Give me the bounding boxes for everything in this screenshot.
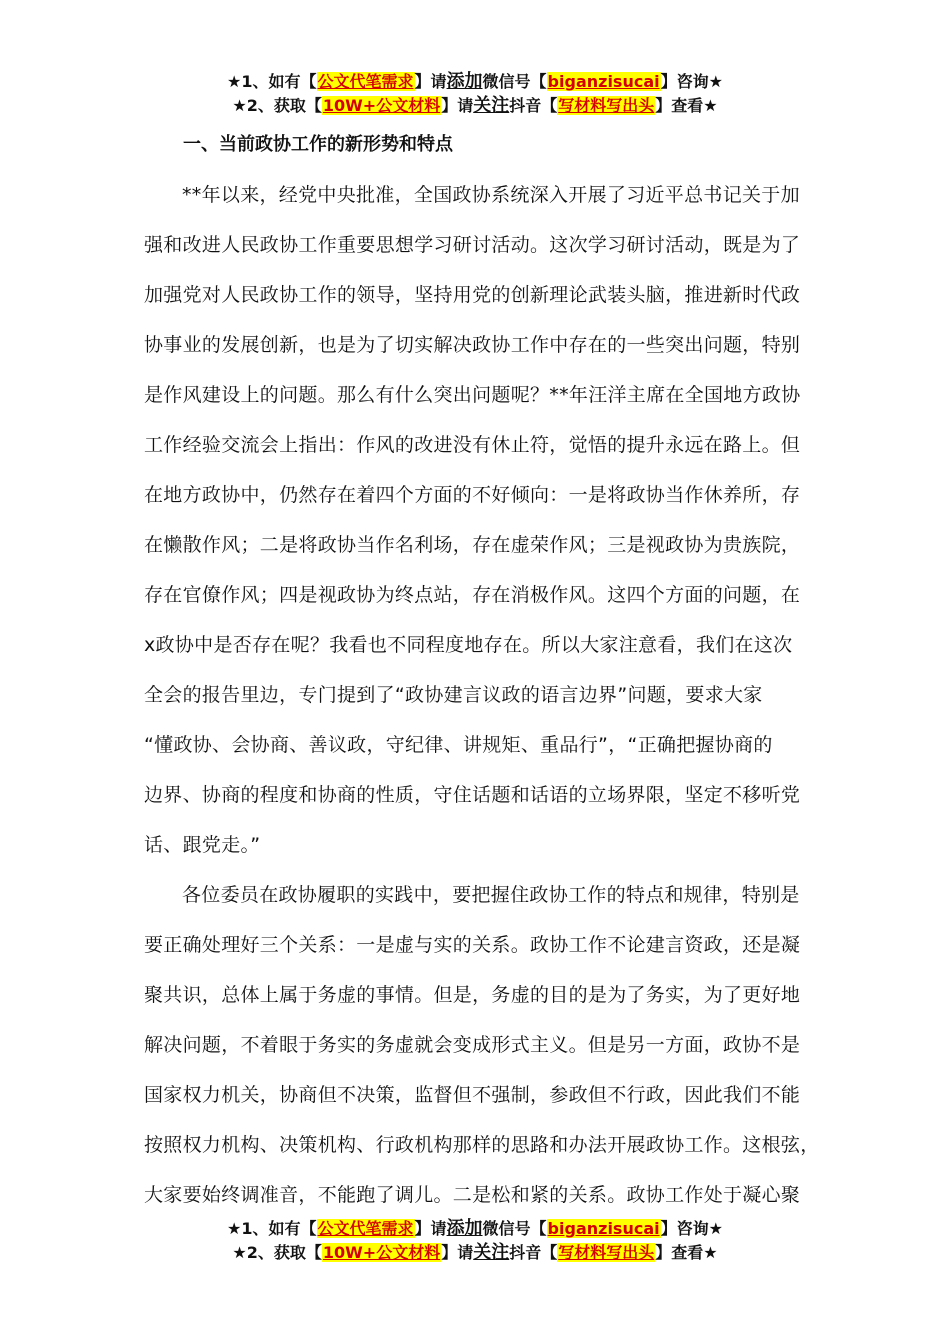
body-line: “懂政协、会协商、善议政，守纪律、讲规矩、重品行”，“正确把握协商的 <box>144 734 773 756</box>
banner-1-wechat-id: biganzisucai <box>547 72 660 91</box>
banner-2-mid2: 抖音【 <box>509 96 558 115</box>
body-line: 加强党对人民政协工作的领导，坚持用党的创新理论武装头脑，推进新时代政 <box>144 284 801 306</box>
body-line: 在懒散作风；二是将政协当作名利场，存在虚荣作风；三是视政协为贵族院， <box>144 534 801 556</box>
body-line: 要正确处理好三个关系：一是虚与实的关系。政协工作不论建言资政，还是凝 <box>144 934 801 956</box>
banner-2-douyin-id: 写材料写出头 <box>558 96 655 115</box>
footer-banner <box>0 1217 950 1265</box>
body-line: 按照权力机构、决策机构、行政机构那样的思路和办法开展政协工作。这根弦， <box>144 1134 820 1156</box>
banner-line-1 <box>0 70 950 94</box>
banner-1-highlight: 公文代笔需求 <box>317 1219 414 1238</box>
section-heading: 一、当前政协工作的新形势和特点 <box>183 134 453 155</box>
body-line: x政协中是否存在呢？我看也不同程度地存在。所以大家注意看，我们在这次 <box>144 634 793 656</box>
banner-2-prefix: ★2、获取【 <box>232 1243 322 1262</box>
body-line: 边界、协商的程度和协商的性质，守住话题和话语的立场界限，坚定不移听党 <box>144 784 801 806</box>
body-line: 全会的报告里边，专门提到了“政协建言议政的语言边界”问题，要求大家 <box>144 684 763 706</box>
body-line: **年以来，经党中央批准，全国政协系统深入开展了习近平总书记关于加 <box>182 184 800 206</box>
banner-line-1 <box>0 1217 950 1241</box>
banner-1-prefix: ★1、如有【 <box>227 1219 317 1238</box>
body-line: 聚共识，总体上属于务虚的事情。但是，务虚的目的是为了务实，为了更好地 <box>144 984 801 1006</box>
document-body <box>144 170 820 1220</box>
banner-2-emphasis: 关注 <box>473 95 510 116</box>
body-line: 存在官僚作风；四是视政协为终点站，存在消极作风。这四个方面的问题，在 <box>144 584 801 606</box>
body-line: 话、跟党走。” <box>144 834 261 856</box>
banner-2-emphasis: 关注 <box>473 1242 510 1263</box>
banner-1-suffix: 】咨询★ <box>660 72 723 91</box>
banner-2-suffix: 】查看★ <box>655 1243 718 1262</box>
banner-1-emphasis: 添加 <box>446 1218 483 1239</box>
banner-2-highlight: 10W+公文材料 <box>322 1243 441 1262</box>
body-line: 各位委员在政协履职的实践中，要把握住政协工作的特点和规律，特别是 <box>182 884 800 906</box>
banner-1-suffix: 】咨询★ <box>660 1219 723 1238</box>
banner-2-mid: 】请 <box>441 96 474 115</box>
banner-1-wechat-id: biganzisucai <box>547 1219 660 1238</box>
banner-2-douyin-id: 写材料写出头 <box>558 1243 655 1262</box>
body-line: 解决问题，不着眼于务实的务虚就会变成形式主义。但是另一方面，政协不是 <box>144 1034 801 1056</box>
banner-1-mid: 】请 <box>414 72 447 91</box>
banner-1-prefix: ★1、如有【 <box>227 72 317 91</box>
banner-1-highlight: 公文代笔需求 <box>317 72 414 91</box>
body-line: 工作经验交流会上指出：作风的改进没有休止符，觉悟的提升永远在路上。但 <box>144 434 801 456</box>
banner-2-suffix: 】查看★ <box>655 96 718 115</box>
banner-1-mid: 】请 <box>414 1219 447 1238</box>
banner-2-mid2: 抖音【 <box>509 1243 558 1262</box>
banner-2-prefix: ★2、获取【 <box>232 96 322 115</box>
body-line: 强和改进人民政协工作重要思想学习研讨活动。这次学习研讨活动，既是为了 <box>144 234 801 256</box>
header-banner <box>0 70 950 118</box>
body-line: 大家要始终调准音，不能跑了调儿。二是松和紧的关系。政协工作处于凝心聚 <box>144 1184 801 1206</box>
banner-line-2 <box>0 1241 950 1265</box>
banner-1-mid2: 微信号【 <box>482 1219 547 1238</box>
body-line: 协事业的发展创新，也是为了切实解决政协工作中存在的一些突出问题，特别 <box>144 334 801 356</box>
banner-2-mid: 】请 <box>441 1243 474 1262</box>
body-line: 是作风建设上的问题。那么有什么突出问题呢？**年汪洋主席在全国地方政协 <box>144 384 801 406</box>
body-line: 在地方政协中，仍然存在着四个方面的不好倾向：一是将政协当作休养所，存 <box>144 484 801 506</box>
banner-1-mid2: 微信号【 <box>482 72 547 91</box>
banner-2-highlight: 10W+公文材料 <box>322 96 441 115</box>
body-line: 国家权力机关，协商但不决策，监督但不强制，参政但不行政，因此我们不能 <box>144 1084 801 1106</box>
banner-1-emphasis: 添加 <box>446 71 483 92</box>
banner-line-2 <box>0 94 950 118</box>
